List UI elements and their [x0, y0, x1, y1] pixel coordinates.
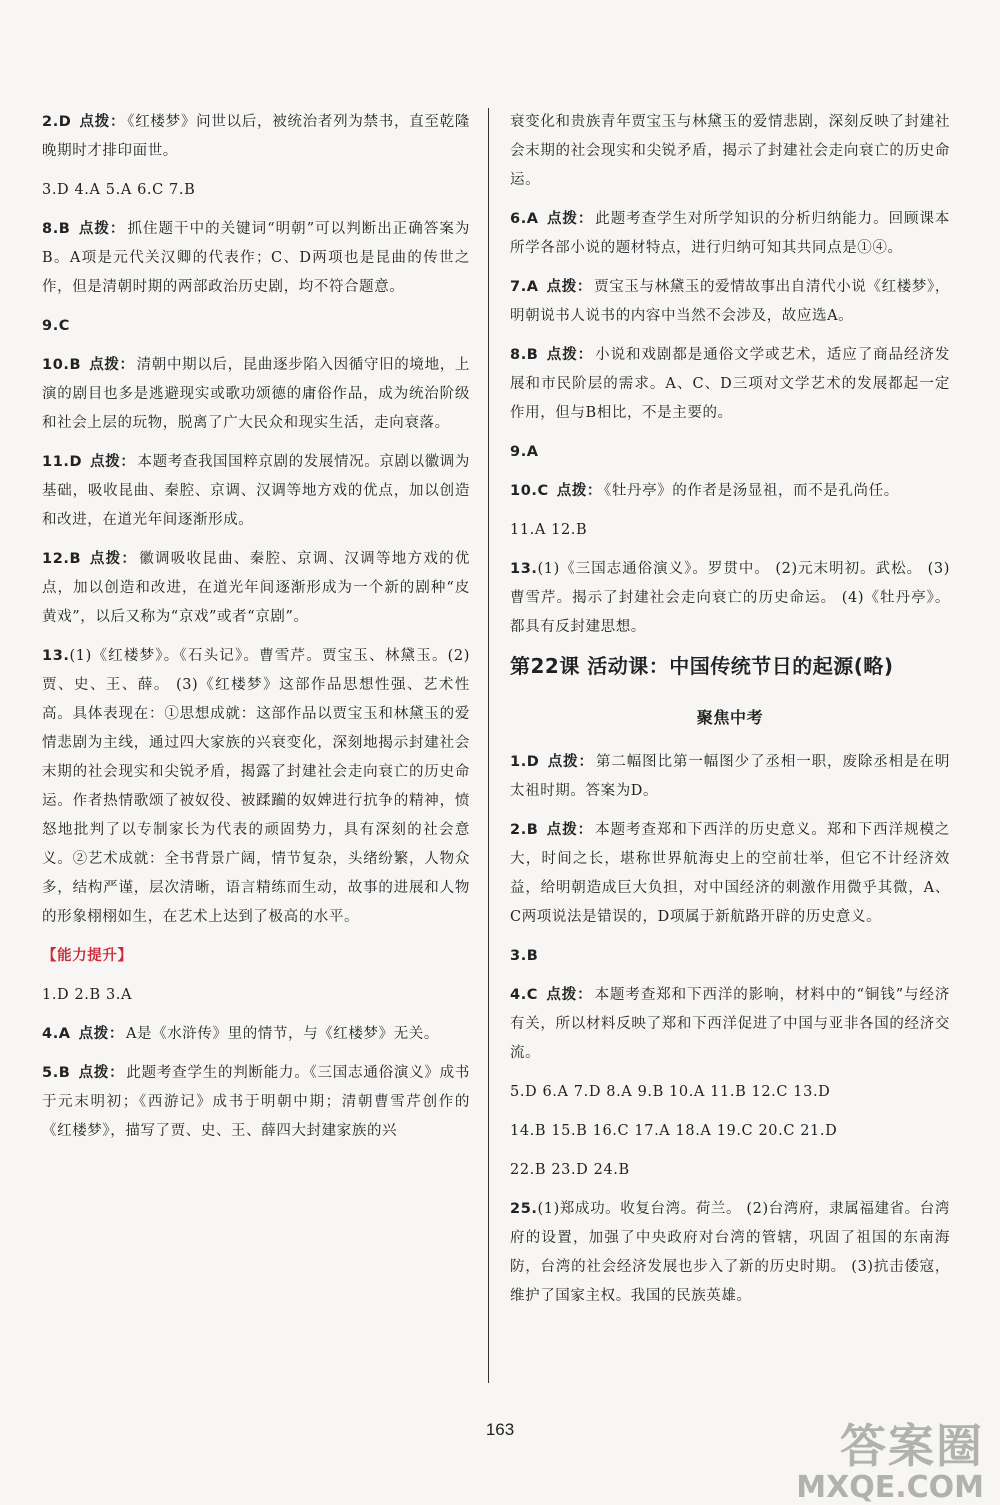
- watermark-en: MXQE.COM: [796, 1470, 984, 1505]
- answer-item: [42, 545, 470, 632]
- answer-number: 6.A: [510, 211, 539, 227]
- answer-item: [510, 341, 950, 428]
- watermark-logo: [796, 1410, 984, 1505]
- answer-text: 抓住题干中的关键词“明朝”可以判断出正确答案为B。A项是元代关汉卿的代表作；C、D两项也是昆曲的传世之作，但是清朝时期的两部政治历史剧，均不符合题意。: [42, 221, 470, 295]
- answer-item: [510, 477, 950, 506]
- answer-item: [42, 981, 470, 1010]
- tip-label: 点拨：: [79, 114, 126, 130]
- answer-text: 衰变化和贵族青年贾宝玉与林黛玉的爱情悲剧，深刻反映了封建社会末期的社会现实和尖锐矛盾，揭示了封建社会走向衰亡的历史命运。: [510, 114, 950, 188]
- answer-item: [510, 748, 950, 806]
- answer-number: 12.B: [42, 551, 82, 567]
- answer-number: 13.: [510, 561, 538, 577]
- answer-item: [42, 1059, 470, 1146]
- answer-item: [42, 312, 470, 341]
- answer-number: 4.C: [510, 987, 539, 1003]
- answer-text: 5.D 6.A 7.D 8.A 9.B 10.A 11.B 12.C 13.D: [510, 1084, 831, 1100]
- answer-text: 1.D 2.B 3.A: [42, 987, 133, 1003]
- answer-item: [510, 981, 950, 1068]
- answer-item: [42, 176, 470, 205]
- answer-text: 贾宝玉与林黛玉的爱情故事出自清代小说《红楼梦》，明朝说书人说书的内容中当然不会涉及，故应选A。: [510, 279, 950, 324]
- answer-text: 清朝中期以后，昆曲逐步陷入因循守旧的境地，上演的剧目也多是逃避现实或歌功颂德的庸俗作品，成为统治阶级和社会上层的玩物，脱离了广大民众和现实生活，走向衰落。: [42, 357, 470, 431]
- answer-number: 1.D: [510, 754, 540, 770]
- right-answer-list: [510, 108, 950, 642]
- right-column: [510, 108, 950, 1321]
- tip-label: 点拨：: [78, 1065, 125, 1081]
- answer-text: (1)《红楼梦》。《石头记》。曹雪芹。贾宝玉、林黛玉。(2)贾、史、王、薛。 (3)《红楼梦》这部作品思想性强、艺术性高。具体表现在：①思想成就：这部作品以贾宝玉和林黛玉的爱情悲剧为主线，通过四大家族的兴衰变化，深刻地揭示封建社会末期的社会现实和尖锐矛盾，揭露了封建社会走向衰亡的历史命运。作者热情歌颂了被奴役、被蹂躏的奴婢进行抗争的精神，愤怒地批判了以专制家长为代表的顽固势力，具有深刻的社会意义。②艺术成就：全书背景广阔，情节复杂，头绪纷繁，人物众多，结构严谨，层次清晰，语言精练而生动，故事的进展和人物的形象栩栩如生，在艺术上达到了极高的水平。: [42, 648, 470, 925]
- answer-item: [510, 205, 950, 263]
- answer-text: 14.B 15.B 16.C 17.A 18.A 19.C 20.C 21.D: [510, 1123, 838, 1139]
- answer-number: 7.A: [510, 279, 539, 295]
- answer-number: 3.B: [510, 948, 539, 964]
- answer-item: [510, 555, 950, 642]
- tip-label: 点拨：: [89, 357, 135, 373]
- answer-text: 3.D 4.A 5.A 6.C 7.B: [42, 182, 196, 198]
- answer-text: 小说和戏剧都是通俗文学或艺术，适应了商品经济发展和市民阶层的需求。A、C、D三项对文学艺术的发展都起一定作用，但与B相比，不是主要的。: [510, 347, 950, 421]
- answer-number: 10.B: [42, 357, 82, 373]
- answer-item: [42, 215, 470, 302]
- answer-number: 11.D: [42, 454, 83, 470]
- watermark-cn: 答案圈: [840, 1419, 984, 1473]
- answer-item: [510, 816, 950, 932]
- tip-label: 点拨：: [90, 454, 136, 470]
- answer-text: 此题考查学生对所学知识的分析归纳能力。回顾课本所学各部小说的题材特点，进行归纳可知其共同点是①④。: [510, 211, 950, 256]
- answer-number: 8.B: [510, 347, 539, 363]
- tip-label: 点拨：: [546, 822, 594, 838]
- answer-item: [510, 1078, 950, 1107]
- answer-text: 22.B 23.D 24.B: [510, 1162, 630, 1178]
- page-number: 163: [485, 1420, 515, 1439]
- answer-text: 11.A 12.B: [510, 522, 588, 538]
- answer-text: (1)《三国志通俗演义》。罗贯中。 (2)元末明初。武松。 (3)曹雪芹。揭示了封建社会走向衰亡的历史命运。 (4)《牡丹亭》。都具有反封建思想。: [510, 561, 950, 635]
- answer-text: 此题考查学生的判断能力。《三国志通俗演义》成书于元末明初；《西游记》成书于明朝中期；清朝曹雪芹创作的《红楼梦》，描写了贾、史、王、薛四大封建家族的兴: [42, 1065, 470, 1139]
- tip-label: 点拨：: [556, 483, 603, 499]
- answer-number: 2.B: [510, 822, 539, 838]
- answer-item: [510, 942, 950, 971]
- tip-label: 点拨：: [78, 221, 126, 237]
- answer-item: [510, 1117, 950, 1146]
- answer-item: [510, 108, 950, 195]
- tip-label: 点拨：: [546, 347, 594, 363]
- answer-text: A是《水浒传》里的情节，与《红楼梦》无关。: [125, 1026, 440, 1042]
- answer-item: [42, 448, 470, 535]
- answer-text: 本题考查我国国粹京剧的发展情况。京剧以徽调为基础，吸收昆曲、秦腔、京调、汉调等地方戏的优点，加以创造和改进，在道光年间逐渐形成。: [42, 454, 470, 528]
- answer-item: [510, 1156, 950, 1185]
- focus-answer-list: [510, 748, 950, 1311]
- ability-answer-list: [42, 981, 470, 1146]
- left-answer-list: [42, 108, 470, 932]
- ability-section-tag: 【能力提升】: [42, 948, 133, 964]
- answer-text: 第二幅图比第一幅图少了丞相一职，废除丞相是在明太祖时期。答案为D。: [510, 754, 950, 799]
- answer-text: 《红楼梦》问世以后，被统治者列为禁书，直至乾隆晚期时才排印面世。: [42, 114, 470, 159]
- answer-number: 10.C: [510, 483, 549, 499]
- answer-number: 13.: [42, 648, 70, 664]
- answer-number: 9.C: [42, 318, 71, 334]
- answer-item: [42, 642, 470, 932]
- answer-number: 2.D: [42, 114, 72, 130]
- column-divider: [488, 108, 489, 1383]
- tip-label: 点拨：: [546, 987, 593, 1003]
- answer-number: 9.A: [510, 444, 539, 460]
- answer-text: 《牡丹亭》的作者是汤显祖，而不是孔尚任。: [604, 483, 899, 499]
- answer-text: 徽调吸收昆曲、秦腔、京调、汉调等地方戏的优点，加以创造和改进，在道光年间逐渐形成为一个新的剧种“皮黄戏”，以后又称为“京戏”或者“京剧”。: [42, 551, 470, 625]
- answer-item: [510, 1195, 950, 1311]
- answer-item: [510, 438, 950, 467]
- answer-number: 4.A: [42, 1026, 71, 1042]
- answer-number: 8.B: [42, 221, 71, 237]
- tip-label: 点拨：: [78, 1026, 124, 1042]
- tip-label: 点拨：: [547, 754, 594, 770]
- tip-label: 点拨：: [546, 211, 594, 227]
- answer-item: [42, 1020, 470, 1049]
- tip-label: 点拨：: [546, 279, 593, 295]
- answer-item: [510, 516, 950, 545]
- focus-exam-heading: 聚焦中考: [696, 708, 764, 727]
- answer-number: 5.B: [42, 1065, 71, 1081]
- answer-text: (1)郑成功。收复台湾。荷兰。 (2)台湾府，隶属福建省。台湾府的设置，加强了中央政府对台湾的管辖，巩固了祖国的东南海防，台湾的社会经济发展也步入了新的历史时期。 (3)抗击倭寇，维护了国家主权。我国的民族英雄。: [510, 1201, 950, 1304]
- left-column: [42, 108, 470, 1156]
- answer-item: [42, 351, 470, 438]
- answer-number: 25.: [510, 1201, 538, 1217]
- tip-label: 点拨：: [89, 551, 138, 567]
- answer-item: [42, 108, 470, 166]
- answer-item: [510, 273, 950, 331]
- answer-text: 本题考查郑和下西洋的影响，材料中的“铜钱”与经济有关，所以材料反映了郑和下西洋促进了中国与亚非各国的经济交流。: [510, 987, 950, 1061]
- lesson-title: 第22课 活动课：中国传统节日的起源(略): [510, 654, 894, 678]
- answer-text: 本题考查郑和下西洋的历史意义。郑和下西洋规模之大，时间之长，堪称世界航海史上的空前壮举，但它不计经济效益，给明朝造成巨大负担，对中国经济的刺激作用微乎其微，A、C两项说法是错误的，D项属于新航路开辟的历史意义。: [510, 822, 950, 925]
